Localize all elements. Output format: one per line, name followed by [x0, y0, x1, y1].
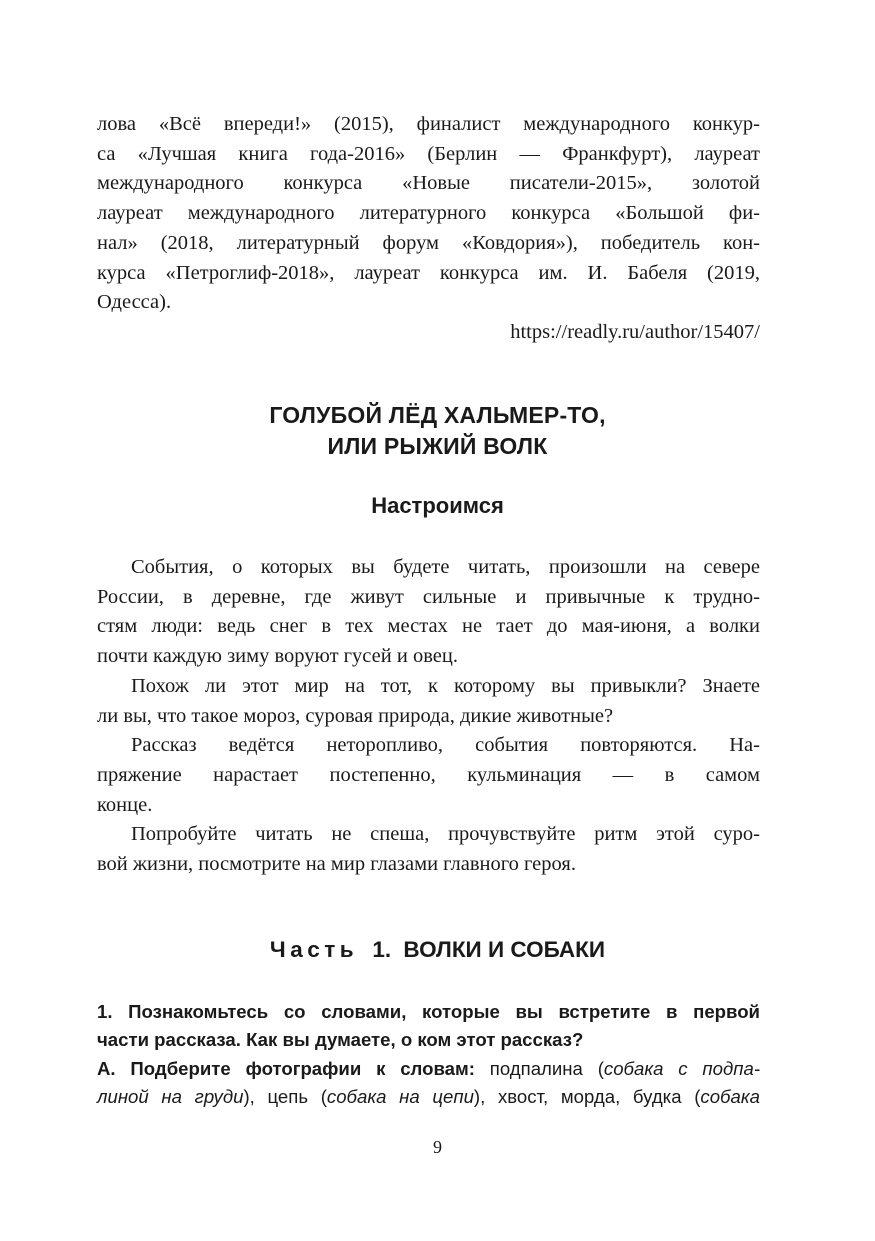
- text-line: конце.: [97, 793, 153, 816]
- body-text: [97, 553, 760, 883]
- task-a-line: [97, 1083, 760, 1111]
- intro-paragraph: [97, 110, 760, 320]
- text-line: стям люди: ведь снег в тех местах не тает до мая-июня, а волки: [97, 615, 760, 638]
- text-line: нал» (2018, литературный форум «Ковдория»), победитель кон-: [97, 231, 760, 254]
- text-line: лова «Всё впереди!» (2015), финалист международного конкур-: [97, 113, 760, 135]
- task-italic: собака с подпа-: [603, 1058, 761, 1079]
- section-subtitle: Настроимся: [371, 493, 504, 518]
- text-line: Одесса).: [97, 291, 172, 314]
- task-text: ), хвост, морда, будка (: [473, 1086, 701, 1107]
- task-a-label: А. Подберите фотографии к словам:: [97, 1058, 475, 1079]
- text-line: са «Лучшая книга года-2016» (Берлин — Франкфурт), лауреат: [97, 142, 760, 165]
- text-line: пряжение нарастает постепенно, кульминация — в самом: [97, 763, 760, 786]
- text-line: вой жизни, посмотрите на мир глазами главного героя.: [97, 853, 576, 875]
- story-title-line1: ГОЛУБОЙ ЛЁД ХАЛЬМЕР-ТО,: [269, 402, 606, 428]
- text-line: События, о которых вы будете читать, произошли на севере: [131, 556, 760, 578]
- text-line: ли вы, что такое мороз, суровая природа, дикие животные?: [97, 704, 614, 727]
- text-line: Похож ли этот мир на тот, к которому вы привыкли? Знаете: [131, 674, 760, 697]
- text-line: Рассказ ведётся неторопливо, события повторяются. На-: [131, 734, 760, 757]
- text-line: России, в деревне, где живут сильные и привычные к трудно-: [97, 585, 760, 608]
- task-italic: линой на груди: [97, 1086, 244, 1107]
- task-italic: собака: [700, 1086, 760, 1107]
- text-line: международного конкурса «Новые писатели-2015», золотой: [97, 172, 760, 195]
- task-italic: собака на цепи: [326, 1086, 474, 1107]
- text-line: курса «Петроглиф-2018», лауреат конкурса им. И. Бабеля (2019,: [97, 261, 760, 284]
- text-line: почти каждую зиму воруют гусей и овец.: [97, 645, 458, 668]
- task-text: ), цепь (: [243, 1086, 327, 1107]
- story-title-line2: ИЛИ РЫЖИЙ ВОЛК: [327, 433, 548, 459]
- task-text: подпалина (: [489, 1058, 604, 1079]
- text-line: Попробуйте читать не спеша, прочувствуйте ритм этой суро-: [131, 823, 760, 846]
- part-label: Часть: [269, 937, 359, 962]
- task-block: [97, 998, 760, 1138]
- source-link[interactable]: https://readly.ru/author/15407/: [510, 321, 760, 343]
- part-number: 1.: [372, 937, 392, 962]
- task-question-line: 1. Познакомьтесь со словами, которые вы встретите в первой: [97, 1001, 760, 1022]
- task-question-line: части рассказа. Как вы думаете, о ком этот рассказ?: [97, 1029, 584, 1050]
- text-line: лауреат международного литературного конкурса «Большой фи-: [97, 202, 760, 225]
- task-a-line: [97, 1055, 760, 1083]
- page-number: 9: [433, 1137, 442, 1157]
- part-title: ВОЛКИ И СОБАКИ: [403, 937, 606, 962]
- part-heading: [0, 937, 875, 963]
